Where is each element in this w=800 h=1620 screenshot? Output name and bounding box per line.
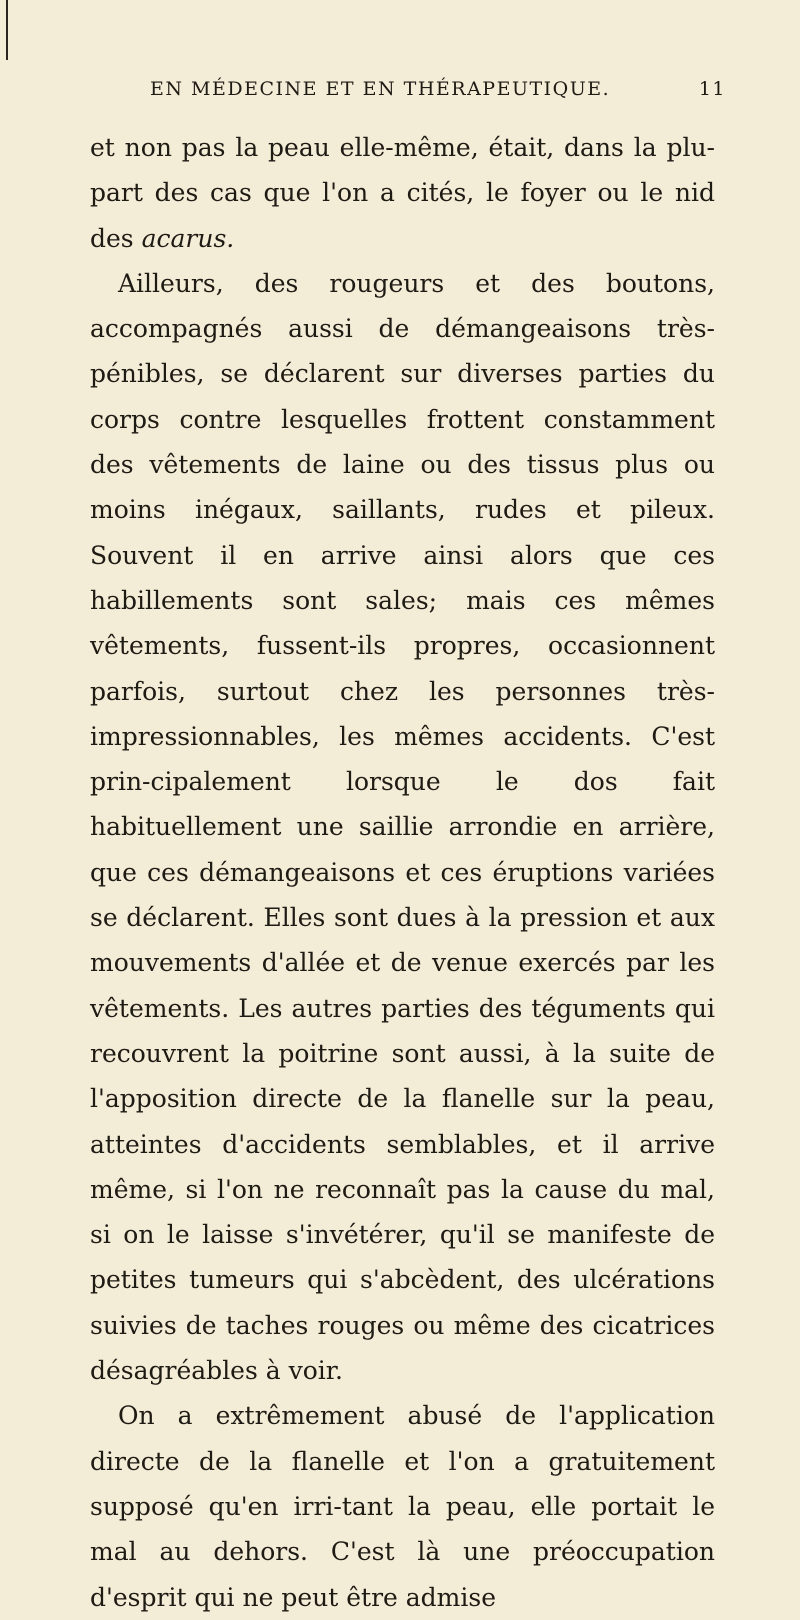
paragraph-1-italic: acarus. [141, 223, 235, 253]
running-header [150, 78, 726, 100]
page-number: 11 [698, 78, 726, 100]
paragraph-2: Ailleurs, des rougeurs et des boutons, accompagnés aussi de démangeaisons très-pénibles, se déclarent sur diverses parties du corps contre lesquelles frottent constamment des vêtements de laine ou des tissus plus ou moins inégaux, saillants, rudes et pileux. Souvent il en arrive ainsi alors que ces habillements sont sales; mais ces mêmes vêtements, fussent-ils propres, occasionnent parfois, surtout chez les personnes très-impressionnables, les mêmes accidents. C'est prin-cipalement lorsque le dos fait habituellement une saillie arrondie en arrière, que ces démangeaisons et ces éruptions variées se déclarent. Elles sont dues à la pression et aux mouvements d'allée et de venue exercés par les vêtements. Les autres parties des téguments qui recouvrent la poitrine sont aussi, à la suite de l'apposition directe de la flanelle sur la peau, atteintes d'accidents semblables, et il arrive même, si l'on ne reconnaît pas la cause du mal, si on le laisse s'invétérer, qu'il se manifeste de petites tumeurs qui s'abcèdent, des ulcérations suivies de taches rouges ou même des cicatrices désagréables à voir. [90, 268, 715, 1386]
running-title: EN MÉDECINE ET EN THÉRAPEUTIQUE. [150, 78, 611, 100]
paragraph-3: On a extrêmement abusé de l'application directe de la flanelle et l'on a gratuitement supposé qu'en irri-tant la peau, elle portait le mal au dehors. C'est là une préoccupation d'esprit qui ne peut être admise [90, 1401, 715, 1612]
body-text [90, 125, 715, 1620]
paragraph-1-text: et non pas la peau elle-même, était, dans la plu-part des cas que l'on a cités, le foyer ou le nid des [90, 133, 715, 253]
page-edge [0, 0, 8, 60]
paragraph-1 [90, 125, 715, 261]
